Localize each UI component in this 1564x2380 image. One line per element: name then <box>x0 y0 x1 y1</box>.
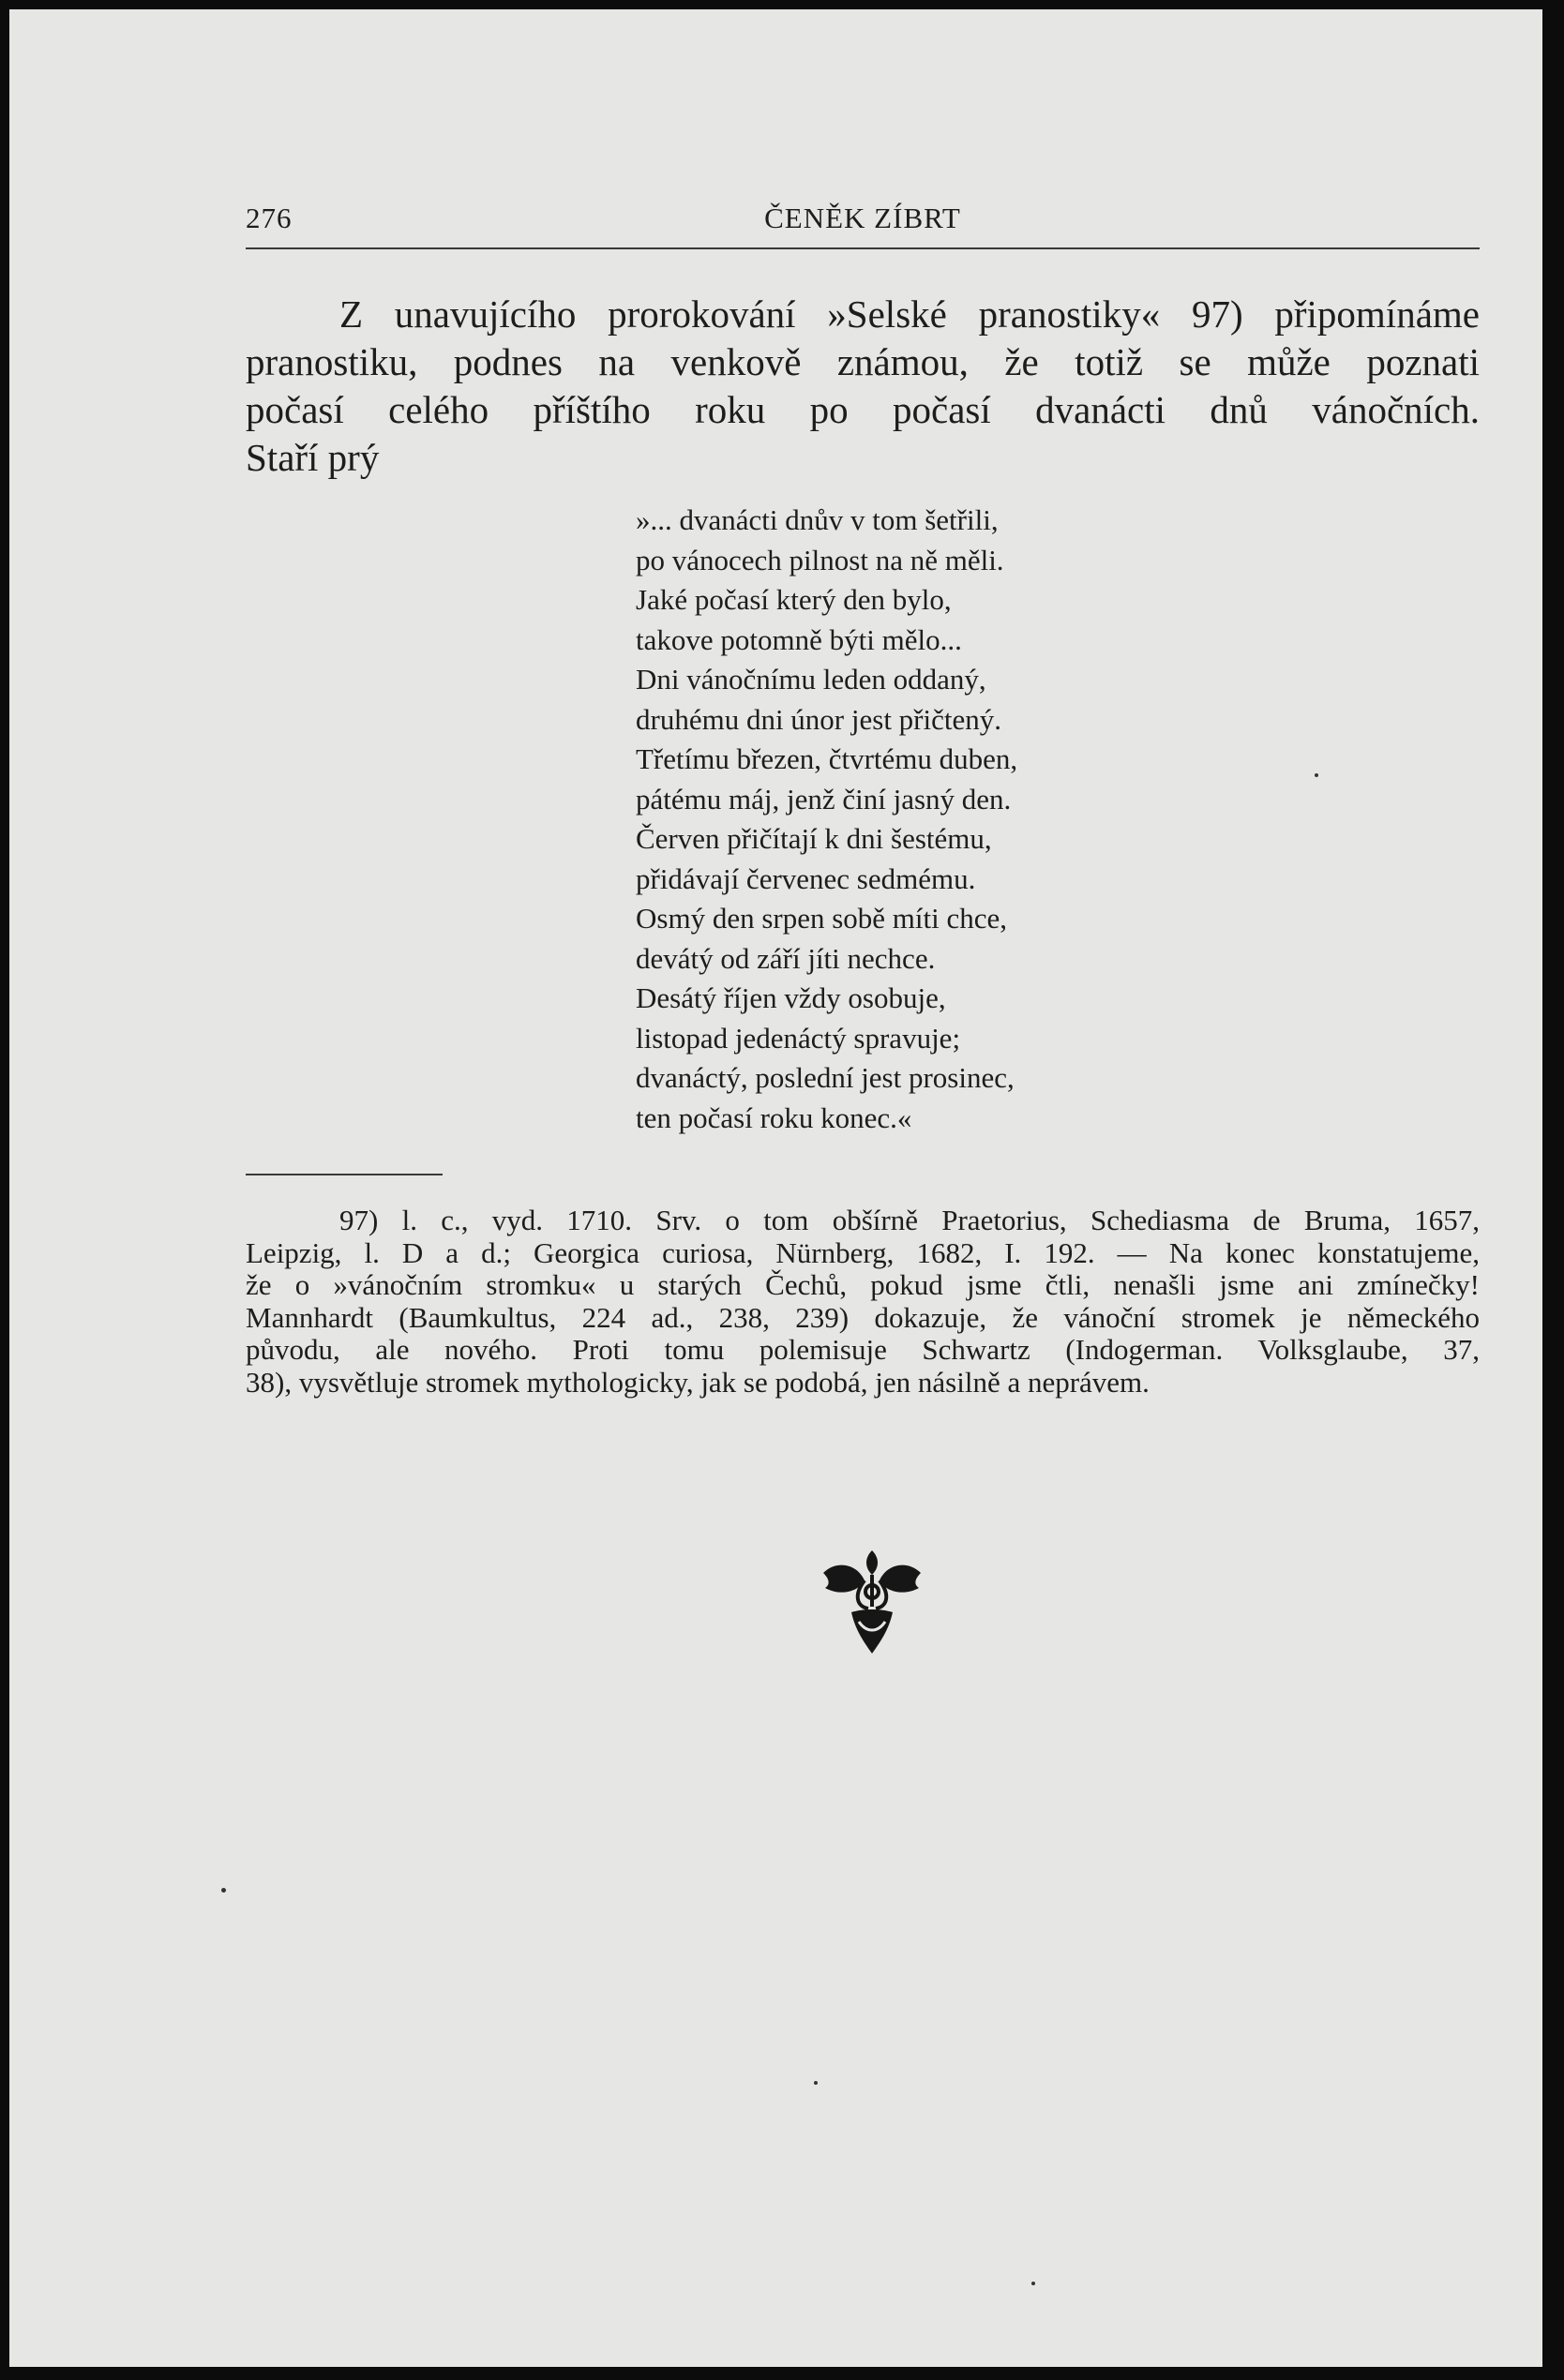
poem-verse: takove potomně býti mělo... <box>636 622 962 656</box>
poem-verse: po vánocech pilnost na ně měli. <box>636 543 1004 576</box>
page-header <box>246 202 1480 243</box>
poem-verse: Třetímu březen, čtvrtému duben, <box>636 742 1018 775</box>
footnote-line: 38), vysvětluje stromek mythologicky, jak se podobá, jen násilně a neprávem. <box>246 1365 1150 1399</box>
footnote-line: 97) l. c., vyd. 1710. Srv. o tom obšírně Praetorius, Schediasma de Bruma, 1657, <box>339 1204 1480 1236</box>
footnote-line: Mannhardt (Baumkultus, 224 ad., 238, 239) dokazuje, že vánoční stromek je německého <box>246 1300 1480 1334</box>
header-rule <box>246 247 1480 249</box>
poem-verse: Jaké počasí který den bylo, <box>636 583 952 616</box>
text-line: Staří prý <box>246 436 380 479</box>
print-speck <box>1031 2282 1035 2285</box>
poem-verse: »... dvanácti dnův v tom šetřili, <box>636 503 999 536</box>
running-head: ČENĚK ZÍBRT <box>764 202 961 234</box>
footnote-97 <box>246 1205 1480 1399</box>
poem-verse: Dni vánočnímu leden oddaný, <box>636 663 986 696</box>
footnote-line: původu, ale nového. Proti tomu polemisuje Schwartz (Indogerman. Volksglaube, 37, <box>246 1333 1480 1366</box>
poem-verse: Červen přičítají k dni šestému, <box>636 822 992 855</box>
text-line: pranostiku, podnes na venkově známou, že totiž se může poznati <box>246 340 1480 383</box>
print-speck <box>1315 773 1318 777</box>
print-speck <box>221 1888 226 1893</box>
poem-verse: pátému máj, jenž činí jasný den. <box>636 782 1012 816</box>
poem-verse: ten počasí roku konec.« <box>636 1100 912 1134</box>
poem-quote <box>636 501 1017 1138</box>
poem-verse: dvanáctý, poslední jest prosinec, <box>636 1061 1015 1094</box>
poem-verse: přidávají červenec sedmému. <box>636 861 976 895</box>
poem-verse: devátý od září jíti nechce. <box>636 941 936 975</box>
footnote-line: že o »vánočním stromku« u starých Čechů, pokud jsme čtli, nenašli jsme ani zmínečky! <box>246 1268 1480 1301</box>
print-speck <box>814 2081 818 2085</box>
footnote-line: Leipzig, l. D a d.; Georgica curiosa, Nürnberg, 1682, I. 192. — Na konec konstatujeme, <box>246 1235 1480 1269</box>
text-line: Z unavujícího prorokování »Selské pranostiky« 97) připomínáme <box>339 292 1480 336</box>
floral-vignette-icon <box>816 1547 928 1659</box>
poem-verse: Osmý den srpen sobě míti chce, <box>636 902 1008 935</box>
poem-verse: Desátý říjen vždy osobuje, <box>636 981 946 1014</box>
book-page <box>9 9 1542 2367</box>
footnote-rule <box>246 1174 443 1175</box>
main-paragraph <box>246 291 1480 482</box>
poem-verse: listopad jedenáctý spravuje; <box>636 1021 961 1055</box>
text-line: počasí celého příštího roku po počasí dvanácti dnů vánočních. <box>246 388 1480 431</box>
poem-verse: druhému dni únor jest přičtený. <box>636 702 1001 736</box>
page-number: 276 <box>246 202 293 234</box>
